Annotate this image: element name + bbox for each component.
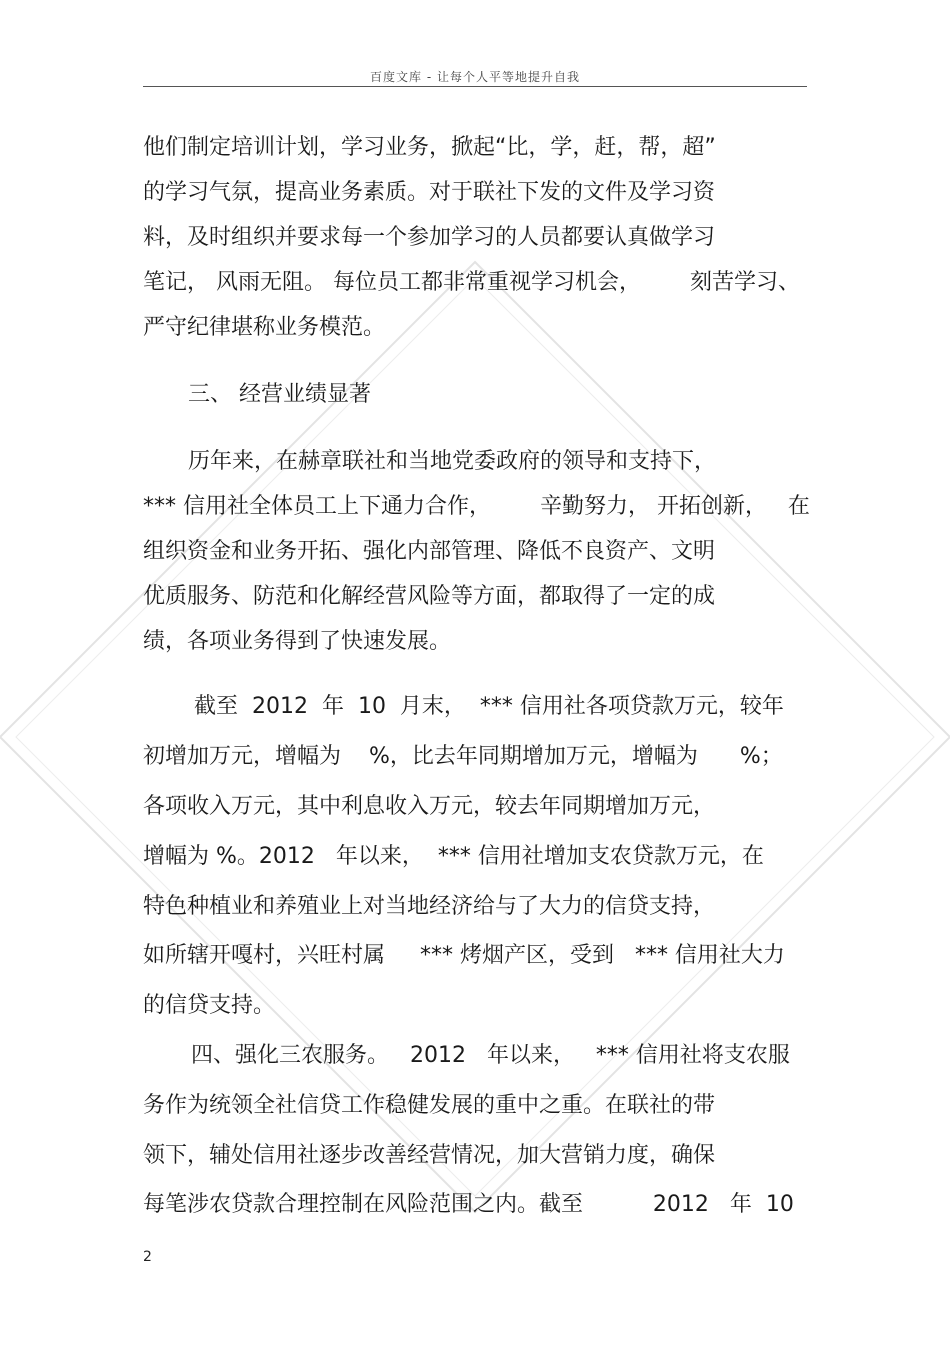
text-line: 如所辖开嘎村，兴旺村属 *** 烤烟产区，受到 *** 信用社大力	[143, 943, 785, 968]
text-line: 的学习气氛，提高业务素质。对于联社下发的文件及学习资	[143, 180, 716, 205]
text-line: 截至 2012 年 10 月末， *** 信用社各项贷款万元，较年	[194, 694, 784, 719]
text-line: 务作为统领全社信贷工作稳健发展的重中之重。在联社的带	[143, 1093, 716, 1118]
text-line: 优质服务、防范和化解经营风险等方面，都取得了一定的成	[143, 584, 716, 609]
section-heading: 三、 经营业绩显著	[188, 382, 371, 407]
text-line: 领下，辅处信用社逐步改善经营情况，加大营销力度，确保	[143, 1143, 716, 1168]
text-line: 历年来，在赫章联社和当地党委政府的领导和支持下，	[188, 449, 717, 474]
text-line: 初增加万元，增幅为 %，比去年同期增加万元，增幅为 %；	[143, 744, 783, 769]
text-line: 四、强化三农服务。 2012 年以来， *** 信用社将支农服	[191, 1043, 790, 1068]
text-line: 绩，各项业务得到了快速发展。	[143, 629, 452, 654]
text-line: 的信贷支持。	[143, 993, 276, 1018]
text-line: 各项收入万元，其中利息收入万元，较去年同期增加万元，	[143, 794, 716, 819]
text-line: 笔记， 风雨无阻。 每位员工都非常重视学习机会， 刻苦学习、	[143, 270, 800, 295]
text-line: 他们制定培训计划，学习业务，掀起“比，学，赶，帮，超”	[143, 135, 716, 160]
header-divider	[143, 86, 807, 87]
text-line: 严守纪律堪称业务模范。	[143, 315, 386, 340]
page-number: 2	[143, 1249, 152, 1265]
text-line: 特色种植业和养殖业上对当地经济给与了大力的信贷支持，	[143, 894, 716, 919]
text-line: *** 信用社全体员工上下通力合作， 辛勤努力， 开拓创新， 在	[143, 494, 810, 519]
text-line: 料，及时组织并要求每一个参加学习的人员都要认真做学习	[143, 225, 716, 250]
header-title: 百度文库 - 让每个人平等地提升自我	[370, 70, 580, 84]
text-line: 每笔涉农贷款合理控制在风险范围之内。截至 2012 年 10	[143, 1192, 794, 1217]
text-line: 组织资金和业务开拓、强化内部管理、降低不良资产、文明	[143, 539, 716, 564]
text-line: 增幅为 %。2012 年以来， *** 信用社增加支农贷款万元，在	[143, 844, 764, 869]
